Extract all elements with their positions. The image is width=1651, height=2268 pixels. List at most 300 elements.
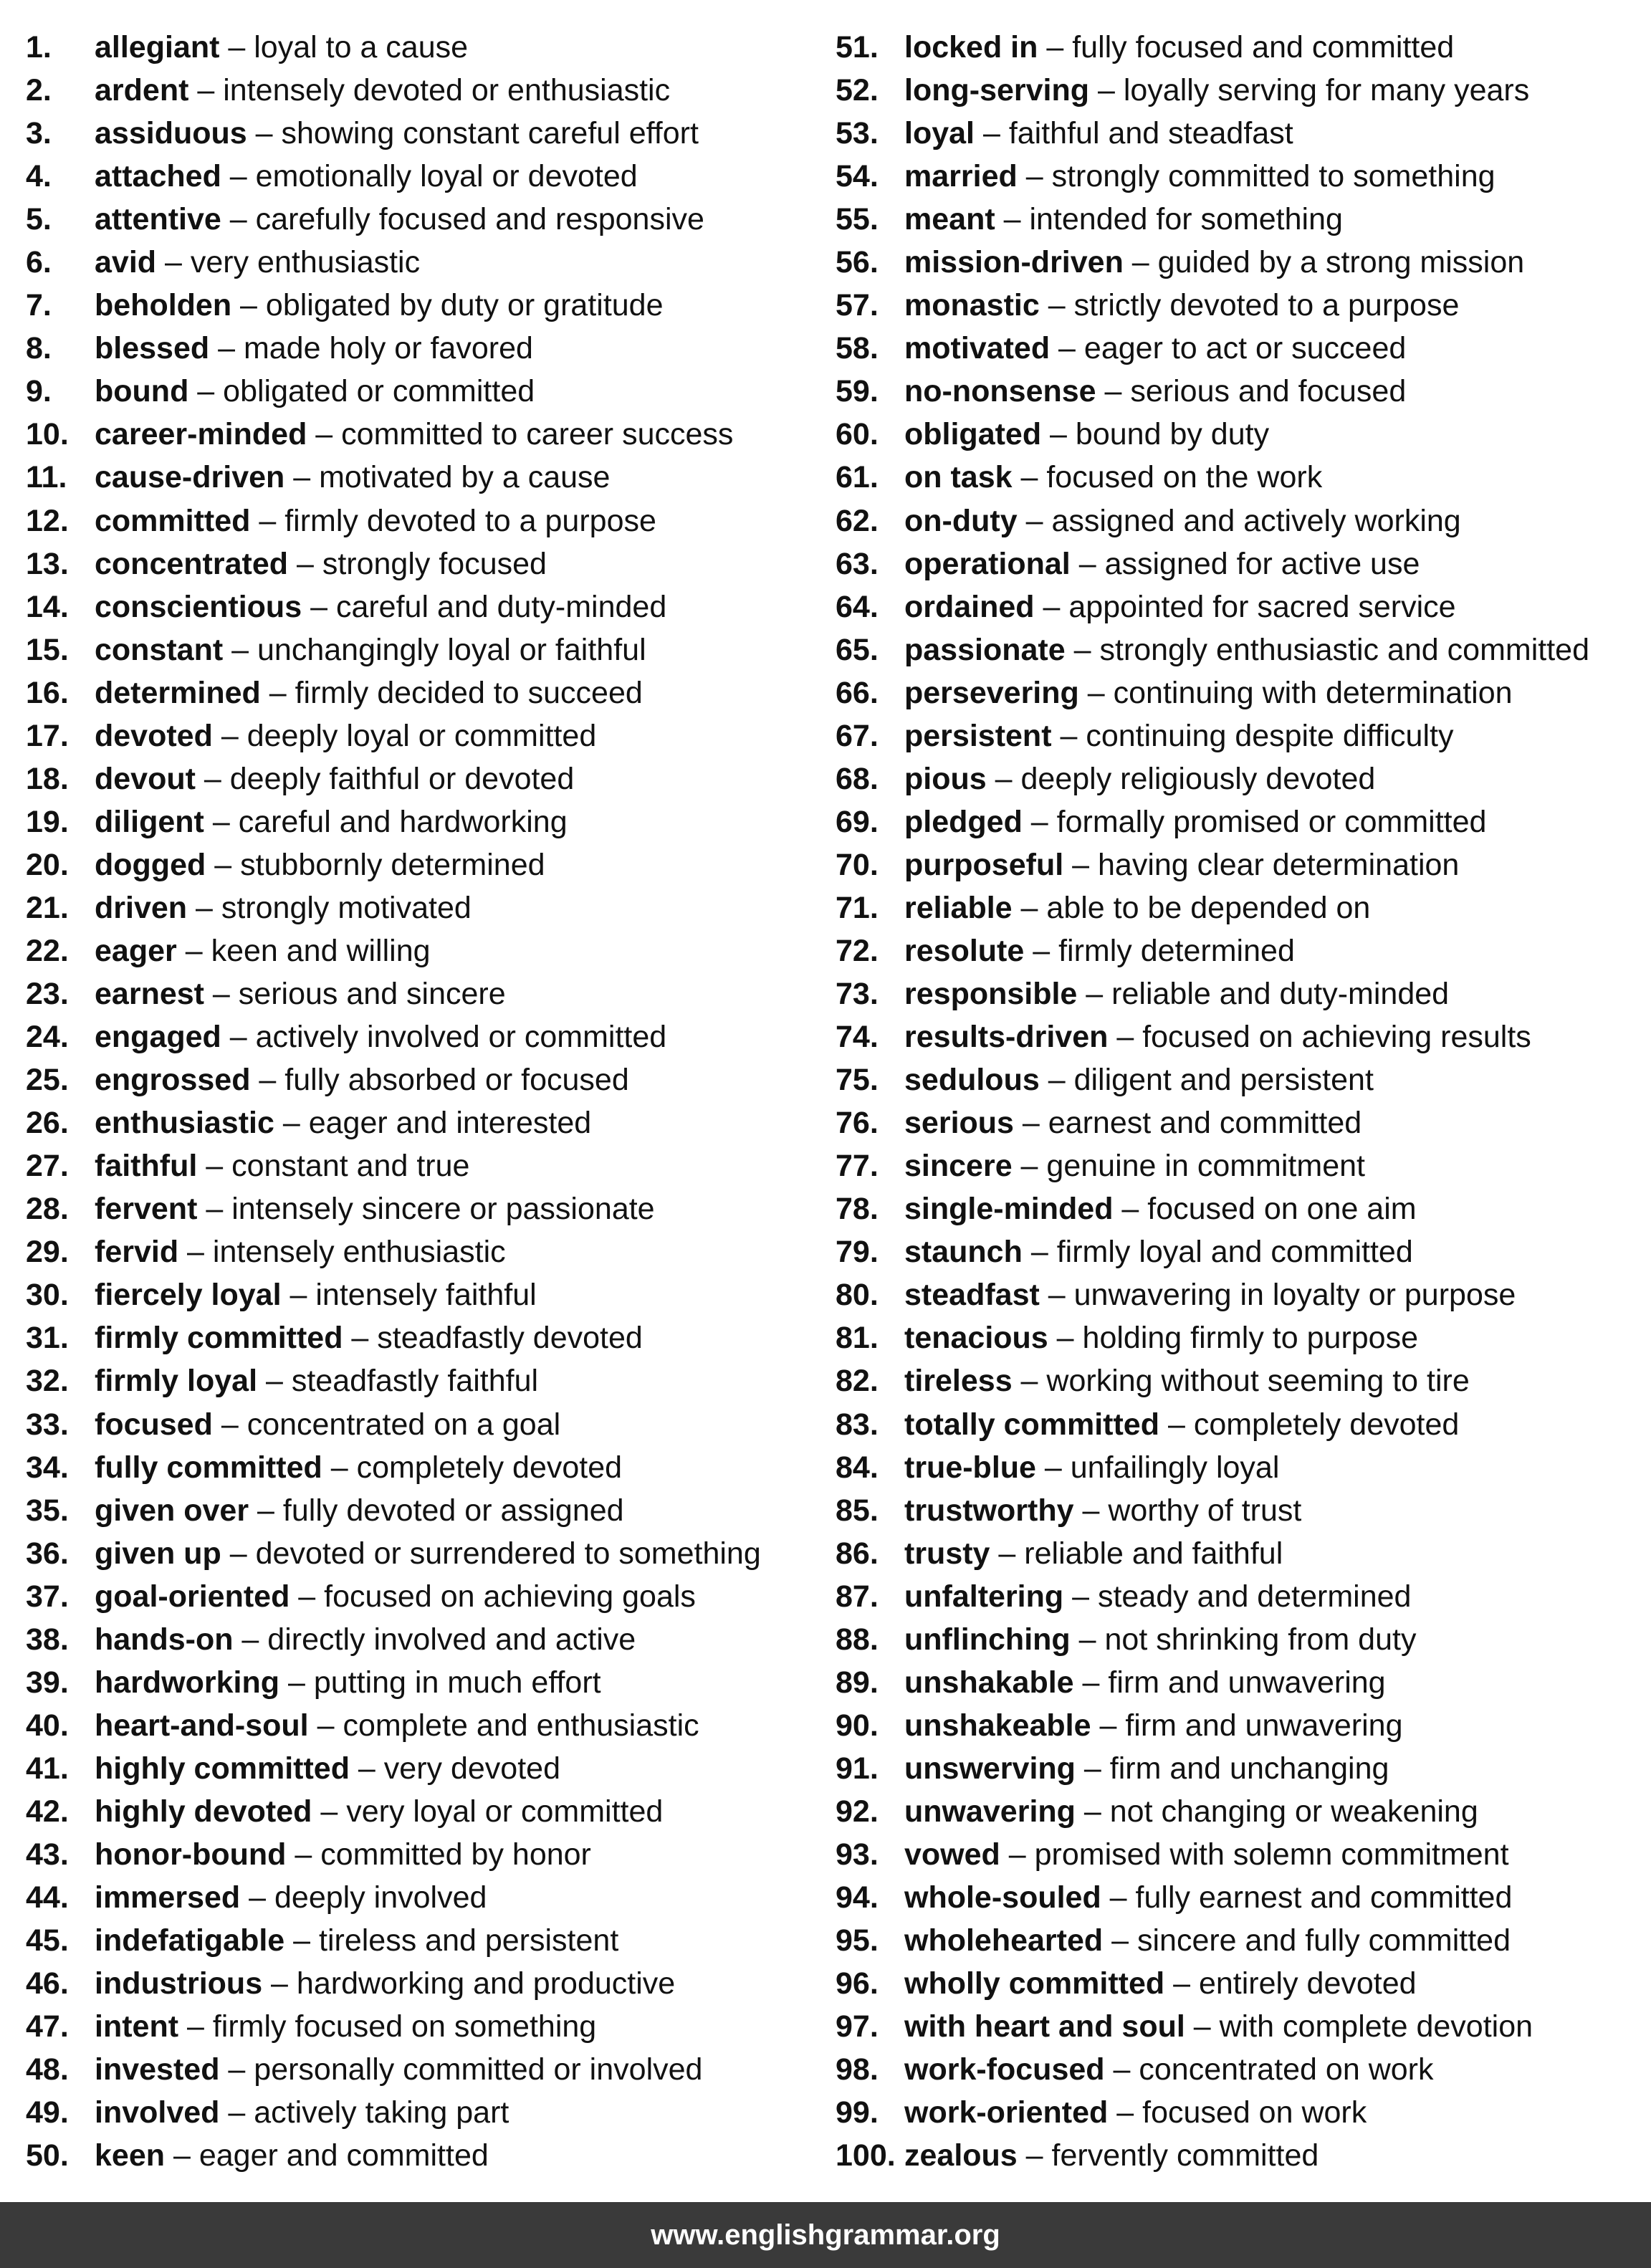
item-number: 77.	[836, 1149, 879, 1184]
item-word: results-driven	[904, 1020, 1109, 1055]
item-number: 51.	[836, 30, 879, 64]
item-separator: –	[221, 159, 256, 194]
item-word: serious	[904, 1106, 1014, 1141]
item-separator: –	[1012, 890, 1047, 925]
list-item	[26, 800, 814, 843]
item-word: work-oriented	[904, 2095, 1109, 2130]
list-item	[26, 1489, 814, 1532]
item-number: 74.	[836, 1020, 879, 1055]
footer-bar	[0, 2202, 1651, 2268]
list-item	[26, 929, 814, 972]
item-number: 1.	[26, 30, 52, 64]
item-number: 60.	[836, 417, 879, 452]
item-definition: fully earnest and committed	[1135, 1880, 1513, 1915]
item-word: given up	[95, 1536, 221, 1571]
item-definition: guided by a strong mission	[1157, 245, 1525, 280]
item-word: concentrated	[95, 546, 289, 581]
item-separator: –	[231, 288, 266, 323]
item-separator: –	[1012, 1364, 1047, 1399]
item-definition: fervently committed	[1051, 2138, 1319, 2173]
item-definition: bound by duty	[1075, 417, 1270, 452]
item-number: 62.	[836, 503, 879, 538]
item-number: 98.	[836, 2052, 879, 2087]
item-definition: deeply faithful or devoted	[229, 761, 575, 796]
list-item	[836, 2005, 1645, 2048]
list-item	[836, 2134, 1645, 2177]
item-number: 82.	[836, 1364, 879, 1399]
item-word: attached	[95, 159, 221, 194]
list-item	[836, 972, 1645, 1015]
item-number: 34.	[26, 1450, 69, 1485]
list-item	[26, 1661, 814, 1704]
item-word: invested	[95, 2052, 220, 2087]
item-definition: steadfastly devoted	[377, 1321, 643, 1356]
item-word: bound	[95, 374, 189, 409]
item-separator: –	[221, 202, 256, 237]
item-word: operational	[904, 546, 1071, 581]
item-separator: –	[1017, 2138, 1052, 2173]
item-number: 88.	[836, 1622, 879, 1657]
item-word: fervid	[95, 1235, 179, 1270]
item-separator: –	[1101, 1880, 1136, 1915]
item-separator: –	[1089, 73, 1124, 108]
item-number: 35.	[26, 1493, 69, 1528]
list-item	[26, 499, 814, 542]
item-number: 52.	[836, 73, 879, 108]
list-item	[26, 2048, 814, 2091]
item-definition: putting in much effort	[313, 1665, 601, 1700]
item-word: blessed	[95, 331, 210, 366]
item-definition: not shrinking from duty	[1104, 1622, 1417, 1657]
item-word: whole-souled	[904, 1880, 1101, 1915]
list-item	[26, 1747, 814, 1790]
item-word: steadfast	[904, 1278, 1040, 1313]
item-number: 39.	[26, 1665, 69, 1700]
item-word: highly devoted	[95, 1794, 312, 1829]
item-word: locked in	[904, 30, 1038, 64]
item-definition: worthy of trust	[1108, 1493, 1302, 1528]
item-separator: –	[1096, 374, 1131, 409]
item-number: 21.	[26, 890, 69, 925]
list-item	[26, 69, 814, 112]
item-definition: concentrated on a goal	[247, 1407, 561, 1442]
item-number: 5.	[26, 202, 52, 237]
item-word: attentive	[95, 202, 221, 237]
item-definition: careful and hardworking	[238, 804, 568, 839]
list-item	[836, 1015, 1645, 1058]
item-separator: –	[1063, 1579, 1098, 1614]
item-definition: entirely devoted	[1198, 1966, 1417, 2001]
item-number: 100.	[836, 2138, 896, 2173]
list-item	[26, 1919, 814, 1962]
item-number: 48.	[26, 2052, 69, 2087]
list-item	[26, 1101, 814, 1144]
item-separator: –	[1034, 589, 1069, 624]
list-item	[836, 929, 1645, 972]
item-separator: –	[322, 1450, 357, 1485]
list-item	[836, 198, 1645, 241]
item-separator: –	[187, 890, 221, 925]
list-item	[836, 1532, 1645, 1575]
list-item	[26, 1532, 814, 1575]
list-item	[26, 886, 814, 929]
item-separator: –	[219, 2052, 254, 2087]
item-separator: –	[257, 1364, 292, 1399]
item-number: 95.	[836, 1923, 879, 1958]
item-word: fervent	[95, 1192, 198, 1227]
item-word: firmly loyal	[95, 1364, 258, 1399]
item-word: work-focused	[904, 2052, 1105, 2087]
list-item	[26, 2091, 814, 2134]
item-number: 55.	[836, 202, 879, 237]
item-definition: complete and enthusiastic	[343, 1708, 699, 1743]
item-word: pious	[904, 761, 987, 796]
item-number: 3.	[26, 116, 52, 151]
item-definition: devoted or surrendered to something	[255, 1536, 761, 1571]
item-definition: strongly motivated	[221, 890, 472, 925]
item-separator: –	[279, 1665, 314, 1700]
item-word: unshakeable	[904, 1708, 1091, 1743]
list-item	[26, 714, 814, 757]
item-word: heart-and-soul	[95, 1708, 309, 1743]
item-number: 92.	[836, 1794, 879, 1829]
item-word: indefatigable	[95, 1923, 285, 1958]
item-word: pledged	[904, 804, 1023, 839]
list-item	[836, 843, 1645, 886]
item-separator: –	[312, 1794, 347, 1829]
list-item	[26, 26, 814, 69]
item-definition: unfailingly loyal	[1070, 1450, 1280, 1485]
list-item	[836, 800, 1645, 843]
item-separator: –	[1065, 632, 1100, 667]
item-number: 13.	[26, 546, 69, 581]
item-separator: –	[1051, 718, 1086, 753]
item-word: sincere	[904, 1149, 1013, 1184]
item-number: 91.	[836, 1751, 879, 1786]
item-separator: –	[206, 847, 241, 882]
list-item	[26, 1403, 814, 1446]
item-number: 28.	[26, 1192, 69, 1227]
item-word: on task	[904, 460, 1013, 495]
item-separator: –	[995, 202, 1030, 237]
item-definition: intensely enthusiastic	[212, 1235, 506, 1270]
item-separator: –	[286, 1837, 321, 1872]
item-definition: serious and sincere	[238, 977, 506, 1012]
item-word: diligent	[95, 804, 204, 839]
item-separator: –	[1123, 245, 1158, 280]
item-separator: –	[221, 1536, 256, 1571]
list-item	[836, 886, 1645, 929]
item-number: 24.	[26, 1020, 69, 1055]
list-item	[836, 1790, 1645, 1833]
item-separator: –	[975, 116, 1009, 151]
item-separator: –	[204, 977, 239, 1012]
item-separator: –	[1104, 2052, 1139, 2087]
item-number: 17.	[26, 718, 69, 753]
item-word: devoted	[95, 718, 213, 753]
item-separator: –	[247, 116, 282, 151]
item-number: 20.	[26, 847, 69, 882]
item-definition: fully focused and committed	[1072, 30, 1455, 64]
item-word: driven	[95, 890, 188, 925]
list-item	[836, 69, 1645, 112]
item-word: hardworking	[95, 1665, 280, 1700]
item-number: 47.	[26, 2009, 69, 2044]
item-definition: firm and unchanging	[1109, 1751, 1389, 1786]
item-number: 40.	[26, 1708, 69, 1743]
list-item	[26, 456, 814, 499]
item-definition: firmly focused on something	[212, 2009, 597, 2044]
item-word: engaged	[95, 1020, 221, 1055]
item-definition: made holy or favored	[243, 331, 533, 366]
item-separator: –	[986, 761, 1021, 796]
item-word: wholly committed	[904, 1966, 1165, 2001]
item-separator: –	[1039, 288, 1074, 323]
item-separator: –	[197, 1149, 232, 1184]
list-item	[26, 1575, 814, 1618]
item-definition: stubbornly determined	[240, 847, 545, 882]
item-number: 27.	[26, 1149, 69, 1184]
item-word: faithful	[95, 1149, 198, 1184]
item-definition: constant and true	[231, 1149, 470, 1184]
item-separator: –	[233, 1622, 268, 1657]
item-number: 78.	[836, 1192, 879, 1227]
item-word: keen	[95, 2138, 166, 2173]
item-word: single-minded	[904, 1192, 1114, 1227]
item-number: 67.	[836, 718, 879, 753]
item-definition: with complete devotion	[1219, 2009, 1533, 2044]
item-number: 83.	[836, 1407, 879, 1442]
item-separator: –	[281, 1278, 316, 1313]
item-word: given over	[95, 1493, 249, 1528]
list-item	[26, 413, 814, 456]
item-separator: –	[1077, 977, 1112, 1012]
item-number: 11.	[26, 460, 67, 495]
item-word: passionate	[904, 632, 1066, 667]
item-separator: –	[343, 1321, 378, 1356]
item-separator: –	[240, 1880, 274, 1915]
item-separator: –	[1012, 1149, 1047, 1184]
item-separator: –	[1039, 1063, 1074, 1098]
list-item	[836, 413, 1645, 456]
item-separator: –	[1000, 1837, 1035, 1872]
item-number: 59.	[836, 374, 879, 409]
item-number: 15.	[26, 632, 69, 667]
list-item	[26, 1704, 814, 1747]
item-word: fully committed	[95, 1450, 322, 1485]
item-definition: appointed for sacred service	[1068, 589, 1456, 624]
item-definition: steadfastly faithful	[291, 1364, 539, 1399]
item-separator: –	[1013, 1106, 1048, 1141]
list-item	[836, 1876, 1645, 1919]
list-item	[26, 1058, 814, 1101]
item-number: 38.	[26, 1622, 69, 1657]
item-separator: –	[1038, 30, 1073, 64]
list-item	[836, 1446, 1645, 1489]
item-number: 68.	[836, 761, 879, 796]
list-item	[836, 1058, 1645, 1101]
item-definition: hardworking and productive	[296, 1966, 676, 2001]
item-number: 43.	[26, 1837, 69, 1872]
item-definition: motivated by a cause	[319, 460, 611, 495]
item-separator: –	[1103, 1923, 1137, 1958]
list-item	[26, 1144, 814, 1187]
item-separator: –	[176, 933, 211, 968]
item-word: persistent	[904, 718, 1052, 753]
item-word: conscientious	[95, 589, 302, 624]
item-number: 8.	[26, 331, 52, 366]
item-definition: firmly devoted to a purpose	[284, 503, 656, 538]
list-item	[26, 1446, 814, 1489]
list-item	[836, 155, 1645, 198]
list-item	[836, 456, 1645, 499]
list-item	[836, 542, 1645, 585]
item-number: 16.	[26, 675, 69, 710]
list-item	[26, 757, 814, 800]
item-number: 46.	[26, 1966, 69, 2001]
item-word: tenacious	[904, 1321, 1048, 1356]
item-number: 66.	[836, 675, 879, 710]
item-number: 29.	[26, 1235, 69, 1270]
item-definition: directly involved and active	[267, 1622, 636, 1657]
item-definition: intensely sincere or passionate	[231, 1192, 655, 1227]
list-item	[836, 1144, 1645, 1187]
item-separator: –	[221, 1020, 256, 1055]
item-definition: deeply involved	[274, 1880, 487, 1915]
item-word: trusty	[904, 1536, 990, 1571]
list-item	[26, 198, 814, 241]
list-item	[836, 1403, 1645, 1446]
list-item	[26, 284, 814, 327]
list-item	[836, 370, 1645, 413]
item-definition: strictly devoted to a purpose	[1073, 288, 1460, 323]
item-definition: eager and interested	[308, 1106, 592, 1141]
item-definition: obligated by duty or gratitude	[265, 288, 664, 323]
item-definition: not changing or weakening	[1109, 1794, 1478, 1829]
item-word: focused	[95, 1407, 213, 1442]
list-item	[836, 1833, 1645, 1876]
list-item	[26, 112, 814, 155]
item-word: unswerving	[904, 1751, 1076, 1786]
item-number: 19.	[26, 804, 69, 839]
item-separator: –	[195, 761, 230, 796]
list-item	[26, 2005, 814, 2048]
item-definition: deeply loyal or committed	[247, 718, 597, 753]
item-number: 6.	[26, 245, 52, 280]
item-number: 12.	[26, 503, 69, 538]
item-definition: very enthusiastic	[190, 245, 421, 280]
list-item	[26, 1187, 814, 1230]
list-item	[26, 628, 814, 671]
item-separator: –	[219, 30, 254, 64]
list-item	[26, 972, 814, 1015]
item-word: reliable	[904, 890, 1013, 925]
item-word: wholehearted	[904, 1923, 1104, 1958]
item-definition: assigned and actively working	[1051, 503, 1461, 538]
item-number: 75.	[836, 1063, 879, 1098]
item-definition: completely devoted	[1193, 1407, 1460, 1442]
item-separator: –	[308, 1708, 343, 1743]
item-definition: tireless and persistent	[319, 1923, 619, 1958]
footer-url[interactable]: www.englishgrammar.org	[651, 2219, 1000, 2251]
item-separator: –	[165, 2138, 199, 2173]
item-number: 56.	[836, 245, 879, 280]
list-item	[26, 370, 814, 413]
item-word: firmly committed	[95, 1321, 343, 1356]
item-number: 10.	[26, 417, 69, 452]
item-number: 81.	[836, 1321, 879, 1356]
item-definition: very loyal or committed	[346, 1794, 664, 1829]
item-word: beholden	[95, 288, 232, 323]
item-word: persevering	[904, 675, 1079, 710]
item-separator: –	[1041, 417, 1076, 452]
list-item	[836, 1704, 1645, 1747]
list-item	[26, 585, 814, 628]
list-item	[26, 1876, 814, 1919]
item-number: 86.	[836, 1536, 879, 1571]
item-number: 7.	[26, 288, 52, 323]
item-separator: –	[260, 675, 295, 710]
item-definition: continuing despite difficulty	[1086, 718, 1454, 753]
item-word: fiercely loyal	[95, 1278, 282, 1313]
item-definition: focused on work	[1142, 2095, 1367, 2130]
item-separator: –	[1070, 1622, 1105, 1657]
item-number: 94.	[836, 1880, 879, 1915]
item-separator: –	[156, 245, 191, 280]
item-number: 25.	[26, 1063, 69, 1098]
item-word: goal-oriented	[95, 1579, 290, 1614]
item-word: devout	[95, 761, 196, 796]
item-definition: firm and unwavering	[1125, 1708, 1403, 1743]
item-separator: –	[250, 503, 285, 538]
item-definition: concentrated on work	[1139, 2052, 1434, 2087]
list-item	[26, 1962, 814, 2005]
item-number: 31.	[26, 1321, 69, 1356]
item-word: sedulous	[904, 1063, 1040, 1098]
item-definition: diligent and persistent	[1073, 1063, 1374, 1098]
item-definition: fully devoted or assigned	[282, 1493, 624, 1528]
item-separator: –	[262, 1966, 297, 2001]
item-separator: –	[250, 1063, 285, 1098]
item-definition: eager to act or succeed	[1083, 331, 1407, 366]
list-column-right	[836, 26, 1645, 2177]
item-word: vowed	[904, 1837, 1000, 1872]
item-number: 73.	[836, 977, 879, 1012]
item-separator: –	[212, 1407, 247, 1442]
item-number: 65.	[836, 632, 879, 667]
item-definition: very devoted	[383, 1751, 560, 1786]
list-item	[836, 1187, 1645, 1230]
item-separator: –	[1073, 1665, 1109, 1700]
item-definition: carefully focused and responsive	[255, 202, 704, 237]
list-item	[836, 241, 1645, 284]
item-number: 84.	[836, 1450, 879, 1485]
item-word: unwavering	[904, 1794, 1076, 1829]
item-word: unflinching	[904, 1622, 1071, 1657]
item-word: trustworthy	[904, 1493, 1074, 1528]
list-item	[836, 585, 1645, 628]
item-definition: intensely devoted or enthusiastic	[223, 73, 671, 108]
item-definition: completely devoted	[356, 1450, 623, 1485]
item-word: allegiant	[95, 30, 220, 64]
item-separator: –	[1035, 1450, 1071, 1485]
item-word: on-duty	[904, 503, 1018, 538]
item-number: 64.	[836, 589, 879, 624]
item-definition: serious and focused	[1130, 374, 1407, 409]
item-word: industrious	[95, 1966, 263, 2001]
item-number: 96.	[836, 1966, 879, 2001]
item-separator: –	[1108, 1020, 1143, 1055]
